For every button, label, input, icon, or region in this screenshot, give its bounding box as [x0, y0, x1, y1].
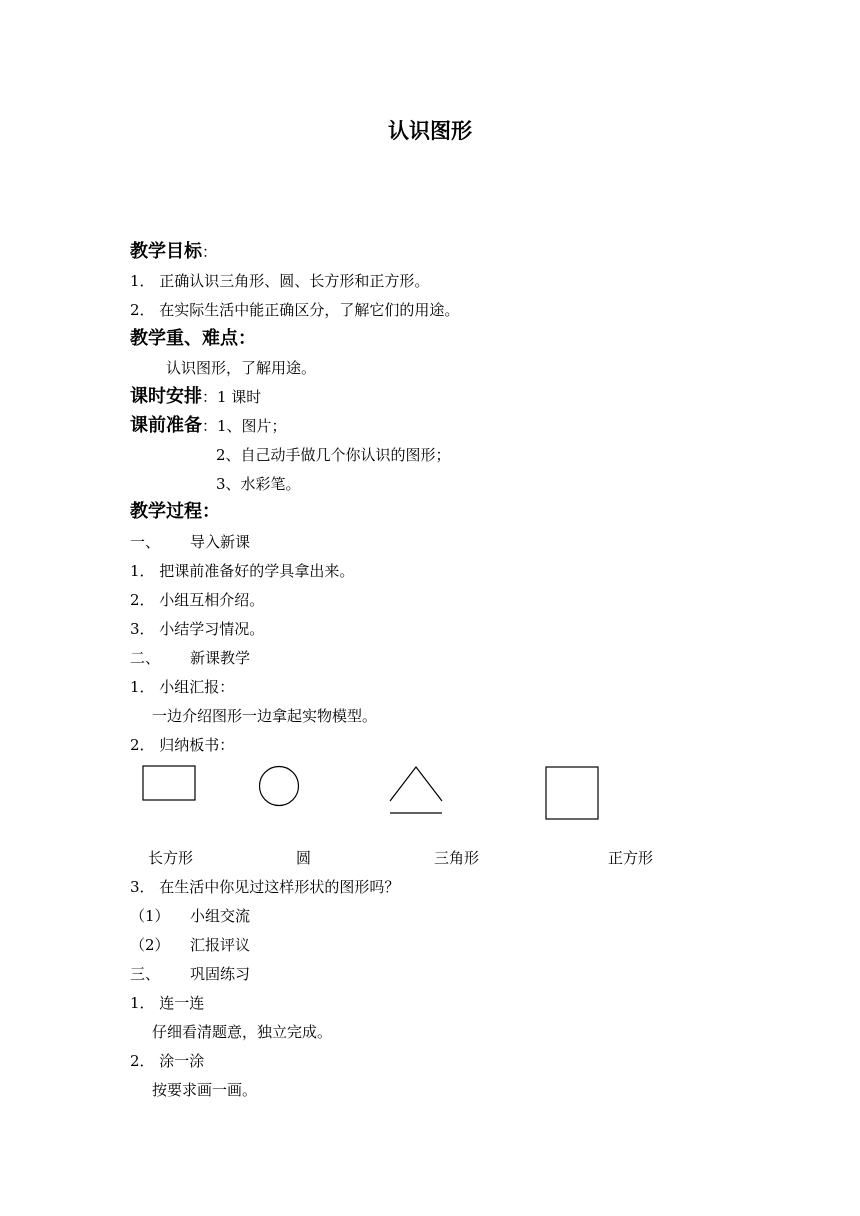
preparation-line [130, 416, 287, 436]
preparation-item-3: 3、水彩笔。 [216, 475, 301, 493]
goal-item-1: 1． 正确认识三角形、圆、长方形和正方形。 [130, 272, 430, 290]
goals-heading-line [130, 242, 217, 262]
process-heading: 教学过程： [130, 501, 220, 522]
section3-title: 巩固练习 [190, 965, 251, 983]
section2-sub-2-label: （2） [130, 936, 170, 954]
section3-item-2-detail: 按要求画一画。 [152, 1081, 258, 1099]
preparation-item-1: ：1、图片； [202, 417, 287, 435]
preparation-item-2: 2、自己动手做几个你认识的图形； [216, 446, 451, 464]
schedule-text: ：1 课时 [202, 388, 262, 406]
section2-item-1-detail: 一边介绍图形一边拿起实物模型。 [152, 707, 378, 725]
triangle-label: 三角形 [434, 849, 480, 867]
circle-label: 圆 [296, 849, 312, 867]
key-points-text: 认识图形，了解用途。 [166, 359, 317, 377]
key-points-heading: 教学重、难点： [130, 328, 256, 349]
goals-heading: 教学目标 [130, 241, 202, 262]
section2-item-3: 3． 在生活中你见过这样形状的图形吗？ [130, 878, 400, 896]
section3-label: 三、 [130, 965, 161, 983]
section2-title: 新课教学 [190, 649, 251, 667]
section2-item-2: 2． 归纳板书： [130, 736, 235, 754]
page-title: 认识图形 [388, 119, 472, 143]
schedule-line [130, 387, 261, 407]
rectangle-label: 长方形 [148, 849, 194, 867]
section2-item-1: 1． 小组汇报： [130, 678, 235, 696]
section2-label: 二、 [130, 649, 161, 667]
goal-item-2: 2． 在实际生活中能正确区分，了解它们的用途。 [130, 301, 460, 319]
section1-item-3: 3． 小结学习情况。 [130, 620, 265, 638]
triangle-shape [386, 763, 446, 819]
section2-sub-1-label: （1） [130, 907, 170, 925]
section3-item-1: 1． 连一连 [130, 994, 205, 1012]
section1-label: 一、 [130, 533, 161, 551]
circle-shape [256, 763, 302, 809]
schedule-heading: 课时安排 [130, 386, 202, 407]
square-shape [543, 764, 601, 822]
section1-item-1: 1． 把课前准备好的学具拿出来。 [130, 562, 355, 580]
goals-colon: ： [202, 243, 218, 261]
section3-item-2: 2． 涂一涂 [130, 1052, 205, 1070]
square-label: 正方形 [608, 849, 654, 867]
section1-item-2: 2． 小组互相介绍。 [130, 591, 265, 609]
section3-item-1-detail: 仔细看清题意，独立完成。 [152, 1023, 333, 1041]
preparation-heading: 课前准备 [130, 415, 202, 436]
rectangle-shape [140, 764, 198, 804]
section2-sub-2: 汇报评议 [190, 936, 251, 954]
section2-sub-1: 小组交流 [190, 907, 251, 925]
section1-title: 导入新课 [190, 533, 251, 551]
